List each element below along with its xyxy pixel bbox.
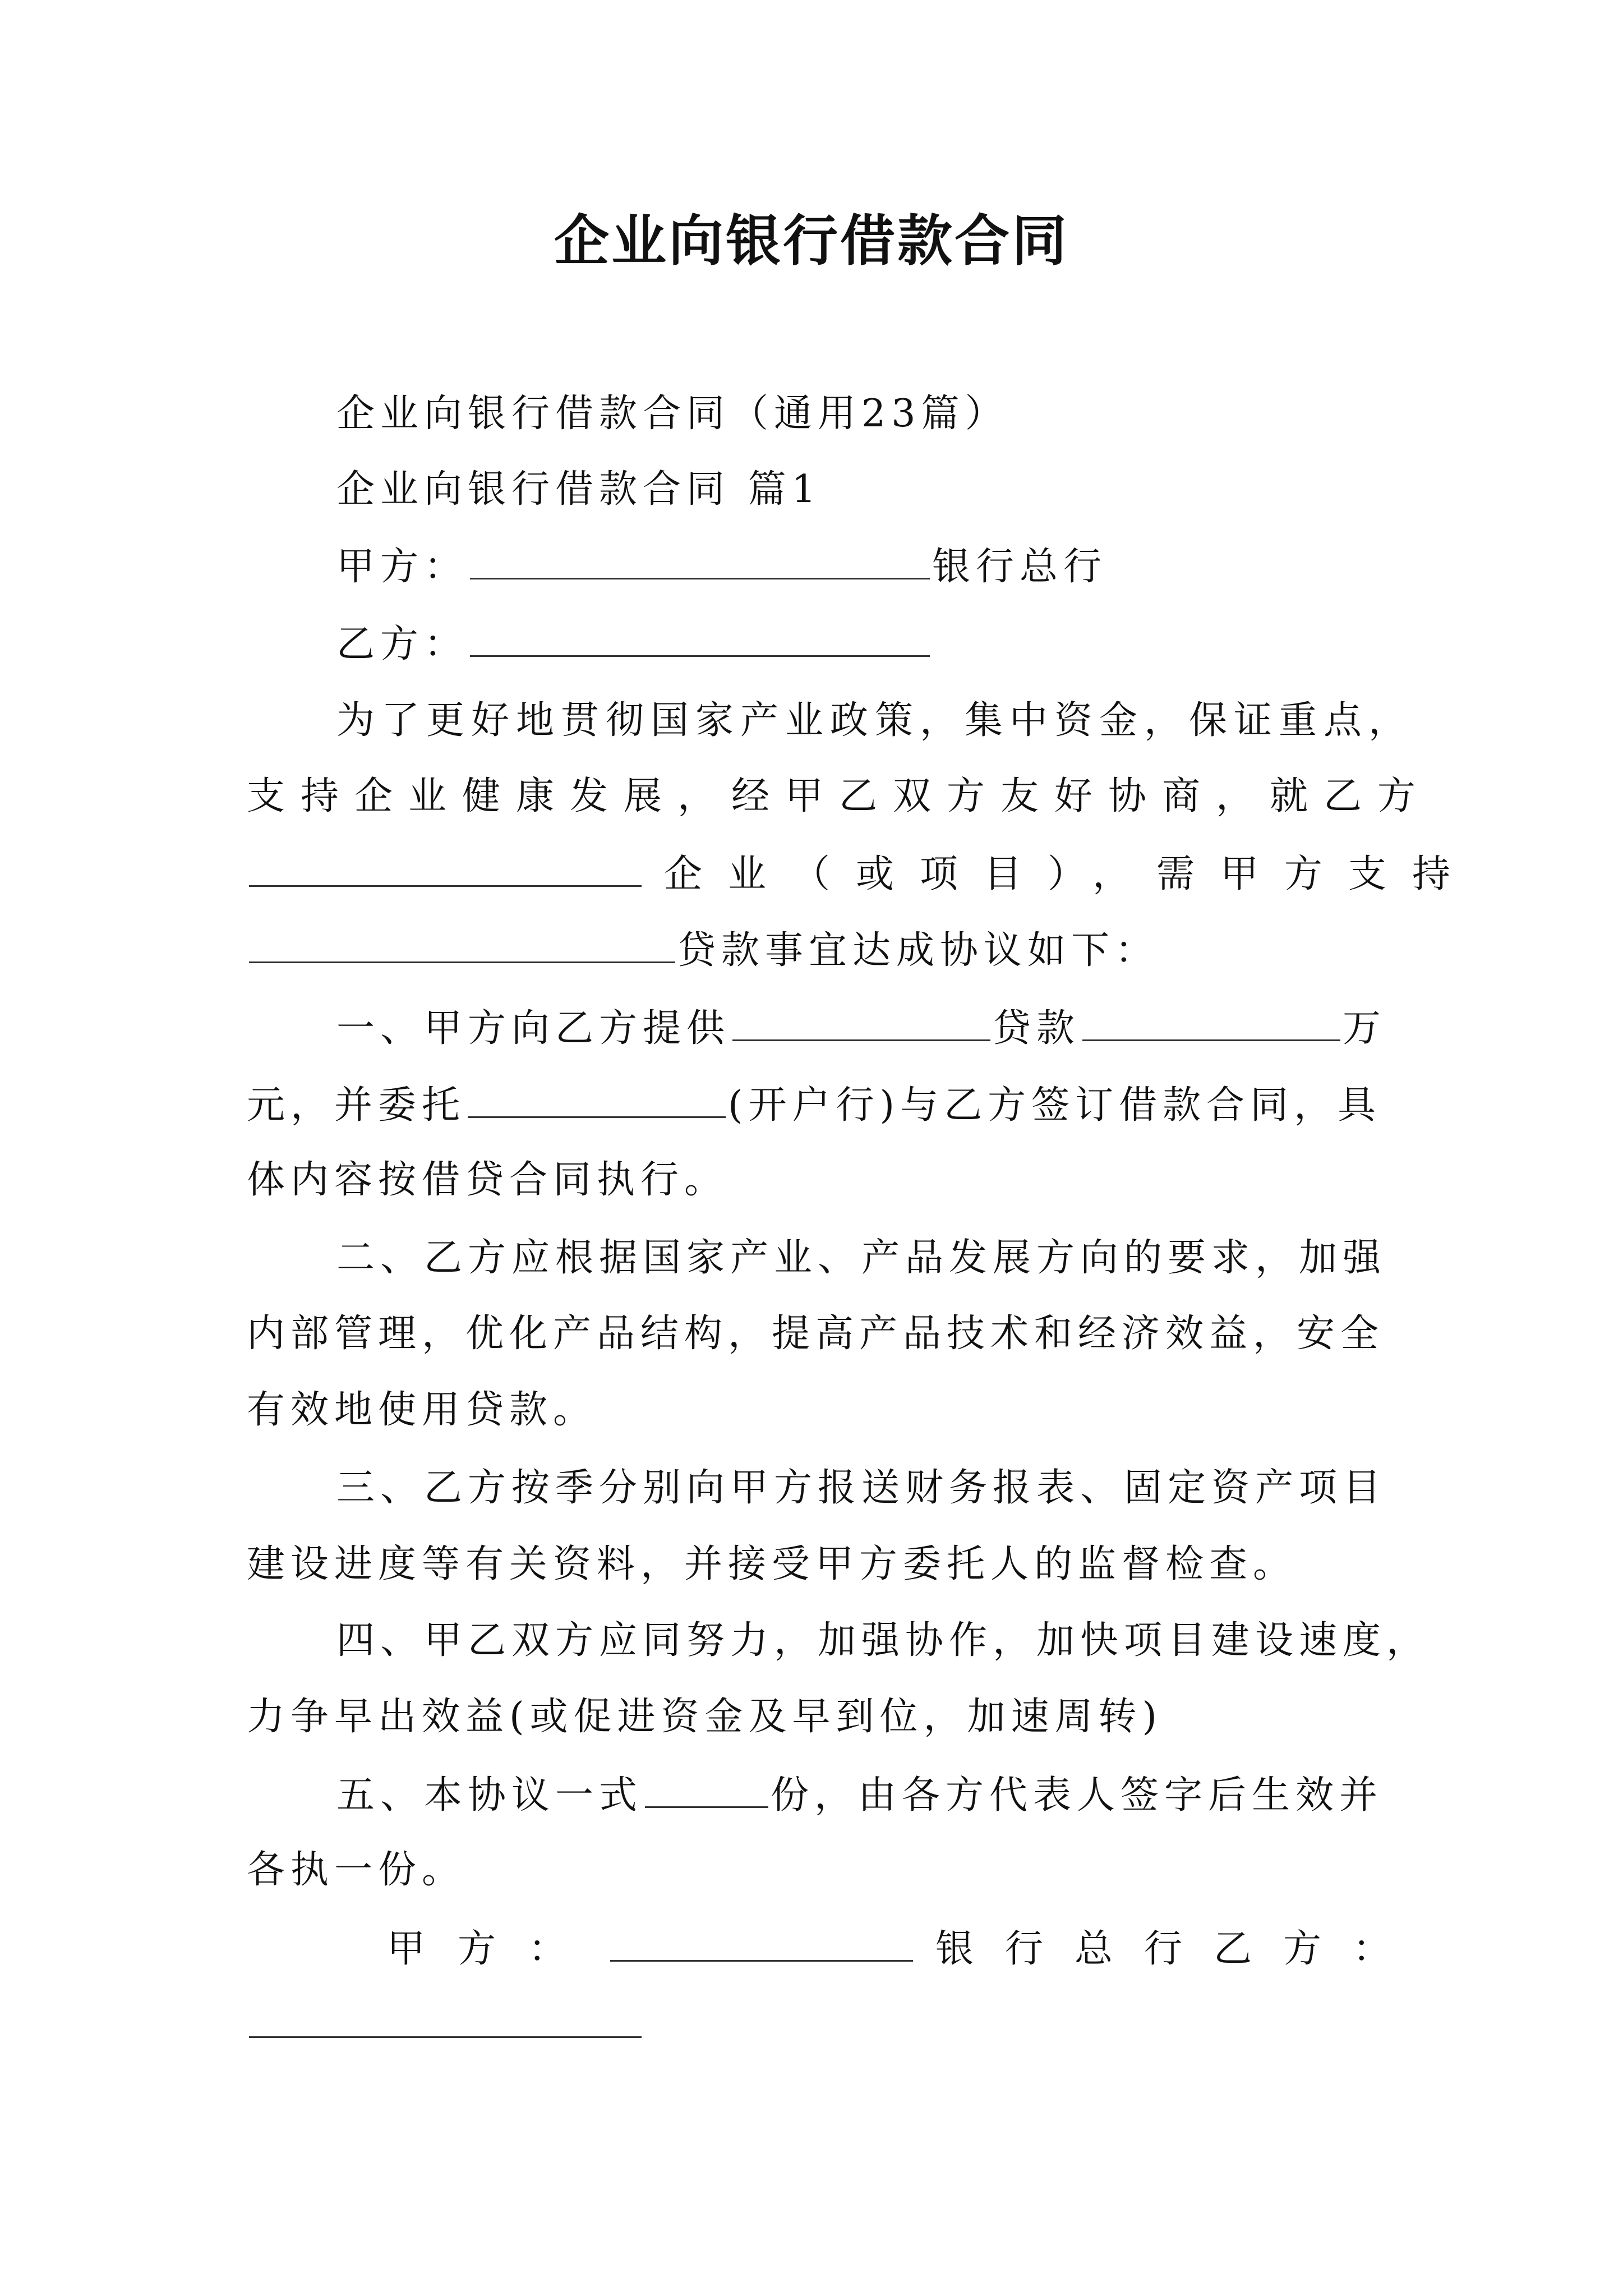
opening-bank-blank[interactable] bbox=[468, 1077, 726, 1118]
clause-4-line-2: 力争早出效益(或促进资金及早到位，加速周转) bbox=[247, 1695, 1163, 1739]
intro-line-2: 支持企业健康发展，经甲乙双方友好协商，就乙方 bbox=[247, 774, 1432, 818]
loan-amount-blank[interactable] bbox=[1082, 1000, 1340, 1041]
intro-line-4 bbox=[247, 922, 1385, 978]
clause-5-line-2: 各执一份。 bbox=[247, 1848, 466, 1892]
clause-5-line-1 bbox=[336, 1767, 1385, 1823]
party-b-blank[interactable] bbox=[470, 616, 930, 657]
clause-2-line-3: 有效地使用贷款。 bbox=[247, 1388, 597, 1432]
clause-1-line-1 bbox=[336, 1000, 1385, 1056]
loan-type-blank[interactable] bbox=[732, 1000, 990, 1041]
intro-line-3 bbox=[247, 846, 1477, 901]
signature-party-b-blank[interactable] bbox=[249, 1997, 642, 2038]
signature-middle: 银行总行乙方： bbox=[935, 1927, 1423, 1971]
enterprise-blank[interactable] bbox=[249, 846, 642, 887]
clause-5-part-2: 份，由各方代表人签字后生效并 bbox=[771, 1773, 1384, 1818]
clause-1-part-1: 一、甲方向乙方提供 bbox=[336, 1006, 731, 1051]
clause-1-part-3: 万 bbox=[1343, 1006, 1387, 1051]
party-a-blank[interactable] bbox=[470, 539, 930, 579]
party-a-line bbox=[336, 539, 1385, 594]
party-b-label: 乙方： bbox=[336, 622, 468, 666]
clause-3-line-2: 建设进度等有关资料，并接受甲方委托人的监督检查。 bbox=[247, 1542, 1297, 1586]
clause-2-line-1: 二、乙方应根据国家产业、产品发展方向的要求，加强 bbox=[336, 1236, 1387, 1280]
signature-party-b-line bbox=[247, 1997, 1385, 2053]
clause-5-part-1: 五、本协议一式 bbox=[336, 1773, 643, 1818]
document-title: 企业向银行借款合同 bbox=[554, 209, 1069, 273]
intro-line-4-text: 贷款事宜达成协议如下： bbox=[677, 928, 1159, 973]
party-b-line bbox=[336, 616, 1385, 671]
document-subtitle: 企业向银行借款合同（通用23篇） bbox=[336, 392, 1009, 436]
clause-1-part-2: 贷款 bbox=[993, 1006, 1081, 1051]
loan-support-blank[interactable] bbox=[249, 922, 675, 963]
party-a-label: 甲方： bbox=[336, 545, 468, 589]
intro-line-1: 为了更好地贯彻国家产业政策，集中资金，保证重点， bbox=[336, 698, 1414, 743]
clause-2-line-2: 内部管理，优化产品结构，提高产品技术和经济效益，安全 bbox=[247, 1312, 1385, 1356]
clause-4-line-1: 四、甲乙双方应同努力，加强协作，加快项目建设速度， bbox=[336, 1618, 1431, 1663]
intro-line-3-text: 企业（或项目），需甲方支持 bbox=[664, 852, 1477, 896]
clause-1-line-2-part-1: 元，并委托 bbox=[247, 1083, 466, 1128]
clause-1-line-3: 体内容按借贷合同执行。 bbox=[247, 1158, 728, 1202]
party-a-suffix: 银行总行 bbox=[932, 545, 1108, 589]
signature-party-a-label: 甲方： bbox=[387, 1927, 600, 1971]
copies-blank[interactable] bbox=[645, 1767, 768, 1808]
clause-1-line-2 bbox=[247, 1077, 1385, 1133]
signature-party-a-blank[interactable] bbox=[610, 1921, 913, 1962]
section-heading: 企业向银行借款合同 篇1 bbox=[336, 467, 822, 512]
signature-line bbox=[387, 1921, 1423, 1976]
clause-3-line-1: 三、乙方按季分别向甲方报送财务报表、固定资产项目 bbox=[336, 1466, 1387, 1510]
clause-1-line-2-part-2: (开户行)与乙方签订借款合同，具 bbox=[728, 1083, 1382, 1128]
